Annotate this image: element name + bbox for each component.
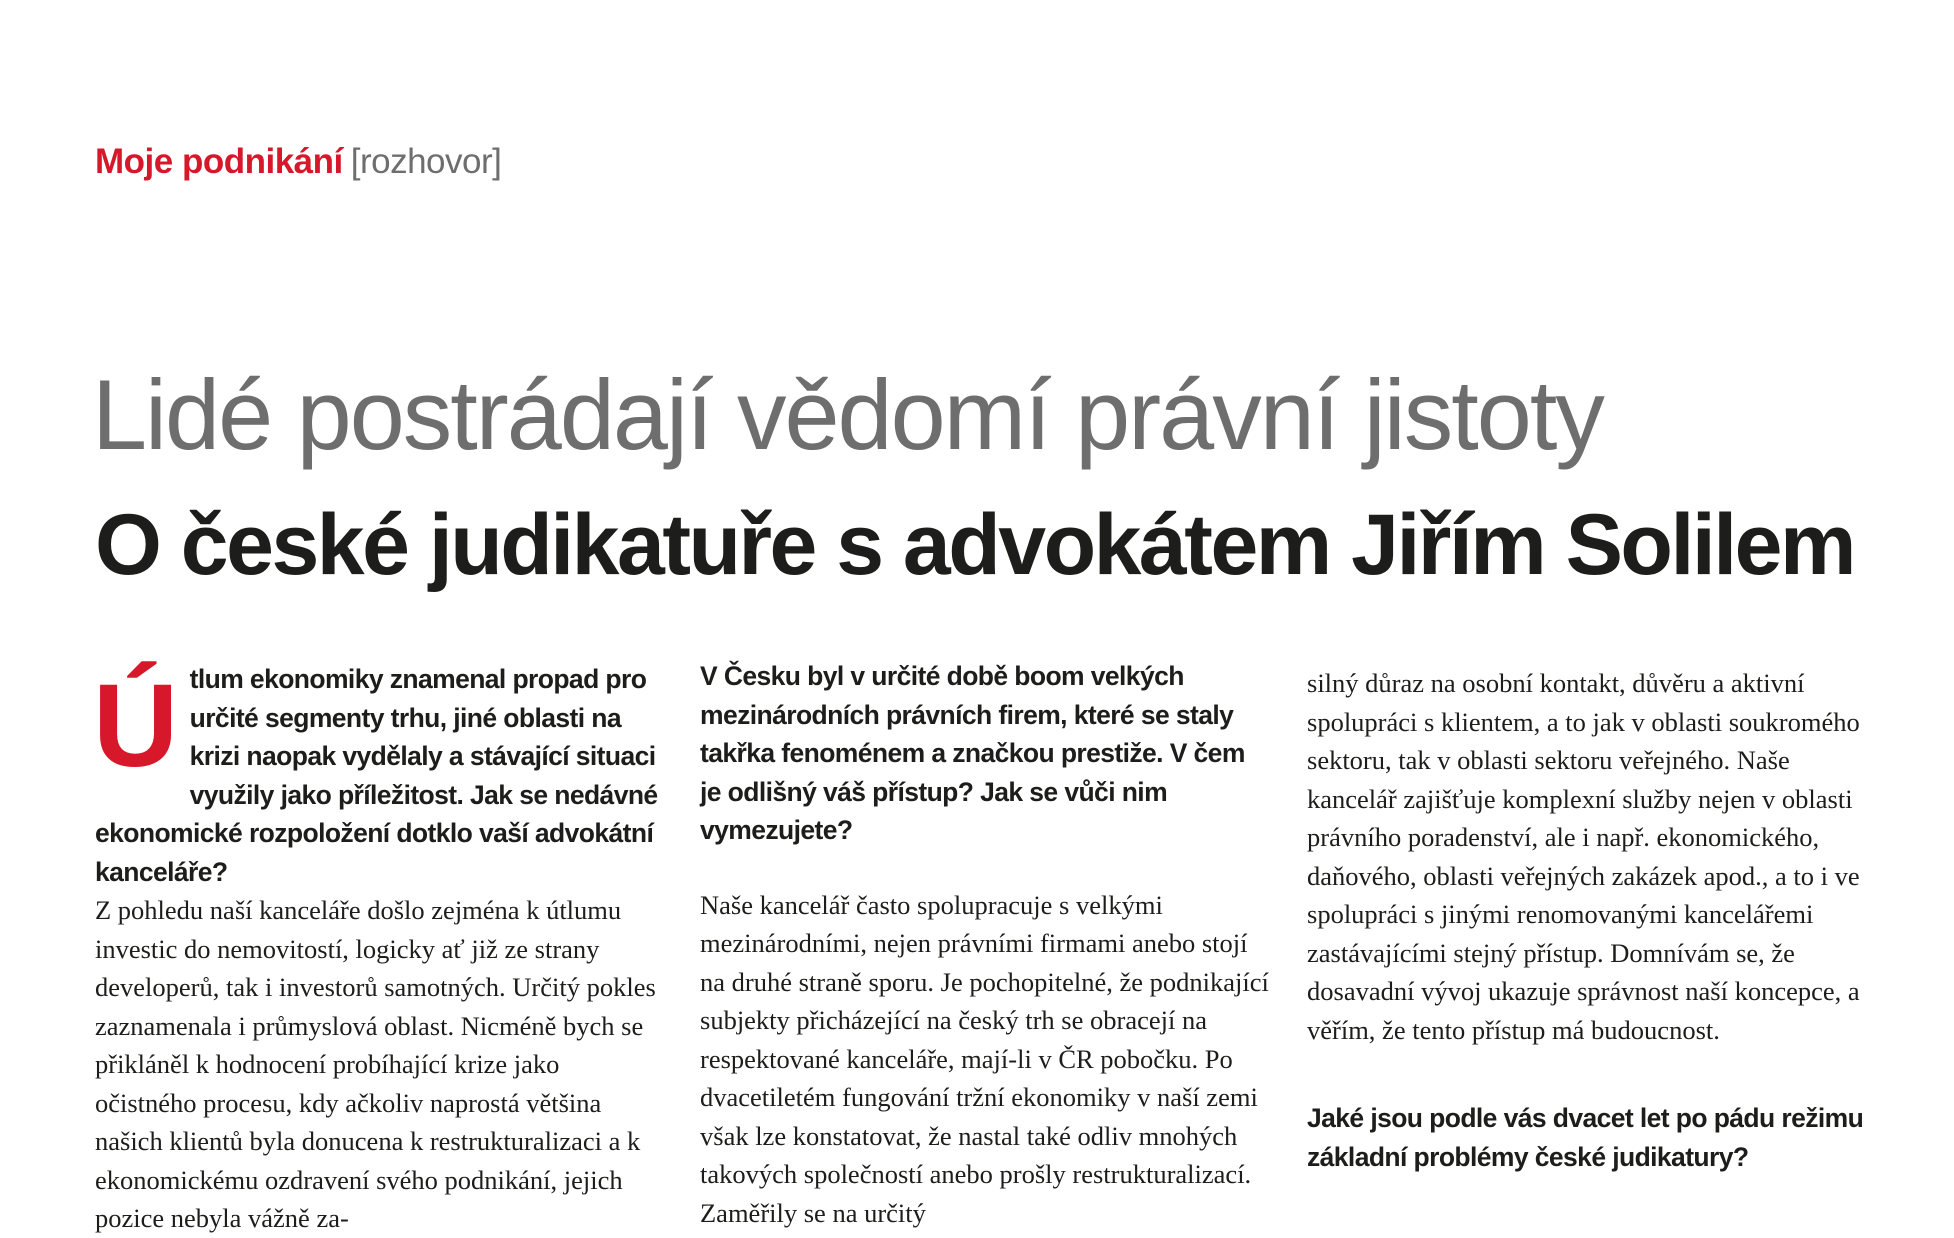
question-1: [95, 660, 665, 891]
section-name: Moje podnikání: [95, 142, 343, 181]
text-column-2: [700, 657, 1270, 1232]
question-3: Jaké jsou podle vás dvacet let po pádu režimu základní problémy české judikatury?: [1307, 1103, 1864, 1172]
section-header: [95, 140, 501, 184]
text-column-1: [95, 660, 665, 1238]
section-tag: [rozhovor]: [350, 142, 502, 181]
article-subheadline: O české judikatuře s advokátem Jiřím Solilem: [95, 497, 1854, 593]
question-2: V Česku byl v určité době boom velkých mezinárodních právních firem, které se staly takřka fenoménem a značkou prestiže. V čem je odlišný váš přístup? Jak se vůči nim vymezujete?: [700, 661, 1245, 845]
paragraph-gap: [700, 850, 1270, 886]
article-headline: Lidé postrádají vědomí právní jistoty: [92, 359, 1603, 470]
answer-2-continued: silný důraz na osobní kontakt, důvěru a aktivní spolupráci s klientem, a to jak v oblasti soukromého sektoru, tak v oblasti sektoru veřejného. Naše kancelář zajišťuje komplexní služby nejen v oblasti právního poradenství, ale i např. ekonomického, daňového, oblasti veřejných zakázek apod., a to i ve spolupráci s jinými renomovanými kancelářemi zastávajícími stejný přístup. Domnívám se, že dosavadní vývoj ukazuje správnost naší koncepce, a věřím, že tento přístup má budoucnost.: [1307, 668, 1860, 1045]
answer-1: Z pohledu naší kanceláře došlo zejména k útlumu investic do nemovitostí, logicky ať již ze strany developerů, tak i investorů samotných. Určitý pokles zaznamenala i průmyslová oblast. Nicméně bych se přikláněl k hodnocení probíhající krize jako očistného procesu, kdy ačkoliv naprostá většina našich klientů byla donucena k restrukturalizaci a k ekonomickému ozdravení svého podnikání, jejich pozice nebyla vážně za-: [95, 895, 656, 1233]
paragraph-gap: [1307, 1049, 1882, 1099]
drop-cap: Ú: [93, 660, 178, 792]
text-column-3: [1307, 664, 1882, 1176]
question-1-text: tlum ekonomiky znamenal propad pro určité segmenty trhu, jiné oblasti na krizi naopak vydělaly a stávající situaci využily jako příležitost. Jak se nedávné ekonomické rozpoložení dotklo vaší advokátní kanceláře?: [95, 664, 658, 887]
answer-2: Naše kancelář často spolupracuje s velkými mezinárodními, nejen právními firmami anebo stojí na druhé straně sporu. Je pochopitelné, že podnikající subjekty přicházející na český trh se obracejí na respektované kanceláře, mají-li v ČR pobočku. Po dvacetiletém fungování tržní ekonomiky v naší zemi však lze konstatovat, že nastal také odliv mnohých takových společností anebo prošly restrukturalizací. Zaměřily se na určitý: [700, 889, 1269, 1228]
